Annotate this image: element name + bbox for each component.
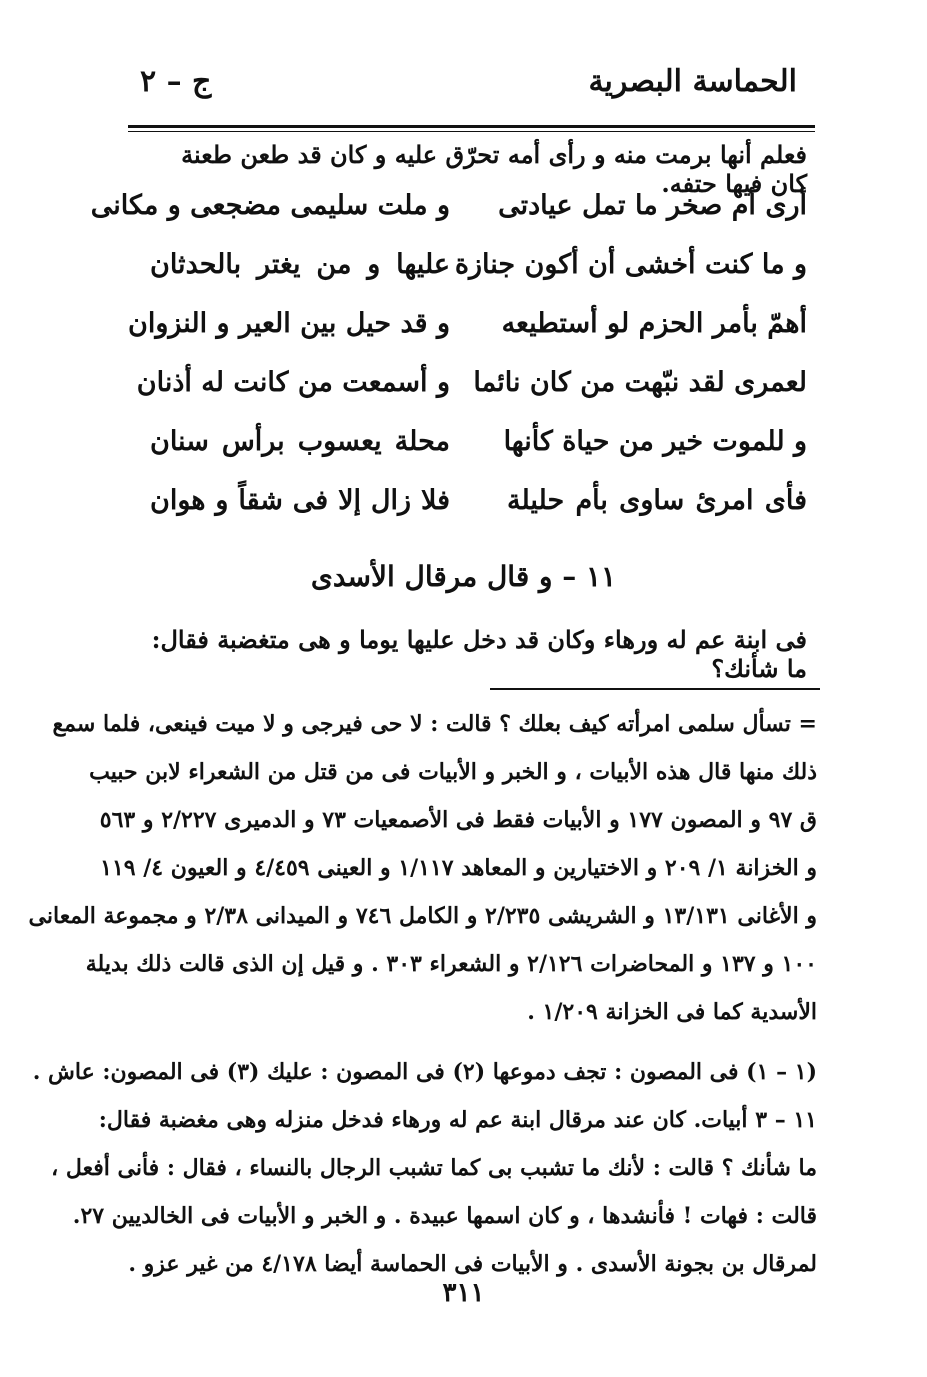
- hemistich-second: و ملت سليمى مضجعى و مكانى: [90, 190, 450, 221]
- header-rule-thin: [128, 131, 815, 132]
- footnote-line: و الخزانة ١/ ٢٠٩ و الاختيارين و المعاهد ١/١١٧ و العينى ٤/٤٥٩ و العيون ٤/ ١١٩: [100, 855, 817, 881]
- footnote-line: ما شأنك ؟ قالت : لأنك ما تشبب بى كما تشبب الرجال بالنساء ، فقال : فأنى أفعل ،: [51, 1155, 817, 1181]
- hemistich-first: لعمرى لقد نبّهت من كان نائما: [473, 367, 807, 398]
- hemistich-second: و أسمعت من كانت له أذنان: [136, 367, 450, 398]
- poem: [90, 190, 807, 544]
- footnote-line: = تسأل سلمى امرأته كيف بعلك ؟ قالت : لا حى فيرجى و لا ميت فينعى، فلما سمع: [52, 711, 817, 737]
- footnote-line: ذلك منها قال هذه الأبيات ، و الخبر و الأبيات فى من قتل من الشعراء لابن حبيب: [89, 759, 817, 785]
- running-title: الحماسة البصرية: [588, 64, 797, 99]
- hemistich-first: و ما كنت أخشى أن أكون جنازة: [454, 249, 807, 280]
- footnote-line: قالت : فهات ! فأنشدها ، و كان اسمها عبيدة . و الخبر و الأبيات فى الخالديين ٢٧.: [72, 1203, 817, 1229]
- verse: [150, 485, 807, 544]
- hemistich-first: فأى امرئ ساوى بأم حليلة: [507, 485, 807, 516]
- hemistich-first: أهمّ بأمر الحزم لو أستطيعه: [501, 308, 807, 339]
- verse: [90, 190, 807, 249]
- verse: [150, 426, 807, 485]
- verse: [136, 367, 807, 426]
- footnote-gap: [140, 1036, 817, 1048]
- hemistich-second: عليها و من يغتر بالحدثان: [150, 249, 450, 280]
- verse: [128, 308, 807, 367]
- footnote-line: (١ – ١) فى المصون : تجف دموعها (٢) فى المصون : عليك (٣) فى المصون: عاش .: [32, 1059, 817, 1085]
- hemistich-second: و قد حيل بين العير و النزوان: [128, 308, 450, 339]
- hemistich-second: محلة يعسوب برأس سنان: [150, 426, 450, 457]
- hemistich-first: و للموت خير من حياة كأنها: [503, 426, 807, 457]
- footnote-line: الأسدية كما فى الخزانة ١/٢٠٩ .: [527, 999, 817, 1025]
- volume-label: ج – ٢: [140, 64, 212, 99]
- footnote-line: ق ٩٧ و المصون ١٧٧ و الأبيات فقط فى الأصمعيات ٧٣ و الدميرى ٢/٢٢٧ و ٥٦٣: [99, 807, 817, 833]
- footnote-line: و الأغانى ١٣/١٣١ و الشريشى ٢/٢٣٥ و الكامل ٧٤٦ و الميدانى ٢/٣٨ و مجموعة المعانى: [28, 903, 817, 929]
- intro-line: فعلم أنها برمت منه و رأى أمه تحرّق عليه و كان قد طعن طعنة كان فيها حتفه.: [181, 140, 807, 198]
- verse: [150, 249, 807, 308]
- section-intro: فى ابنة عم له ورهاء وكان قد دخل عليها يوما و هى متغضبة فقال: ما شأنك؟: [151, 625, 807, 683]
- footnote-rule: [490, 688, 820, 690]
- footnote-line: لمرقال بن بجونة الأسدى . و الأبيات فى الحماسة أيضا ٤/١٧٨ من غير عزو .: [128, 1251, 817, 1277]
- hemistich-second: فلا زال إلا فى شقاً و هوان: [150, 485, 450, 516]
- page-number: ٣١١: [442, 1278, 485, 1308]
- footnotes: [28, 700, 817, 1288]
- footnote-line: ١١ – ٣ أبيات. كان عند مرقال ابنة عم له ورهاء فدخل منزله وهى مغضبة فقال:: [98, 1107, 817, 1133]
- section-title: ١١ – و قال مرقال الأسدى: [310, 560, 617, 593]
- hemistich-first: أرى أم صخر ما تمل عيادتى: [498, 190, 807, 221]
- header-rule-thick: [128, 125, 815, 128]
- footnote-line: ١٠٠ و ١٣٧ و المحاضرات ٢/١٢٦ و الشعراء ٣٠٣ . و قيل إن الذى قالت ذلك بديلة: [85, 951, 817, 977]
- page-header: [140, 60, 797, 110]
